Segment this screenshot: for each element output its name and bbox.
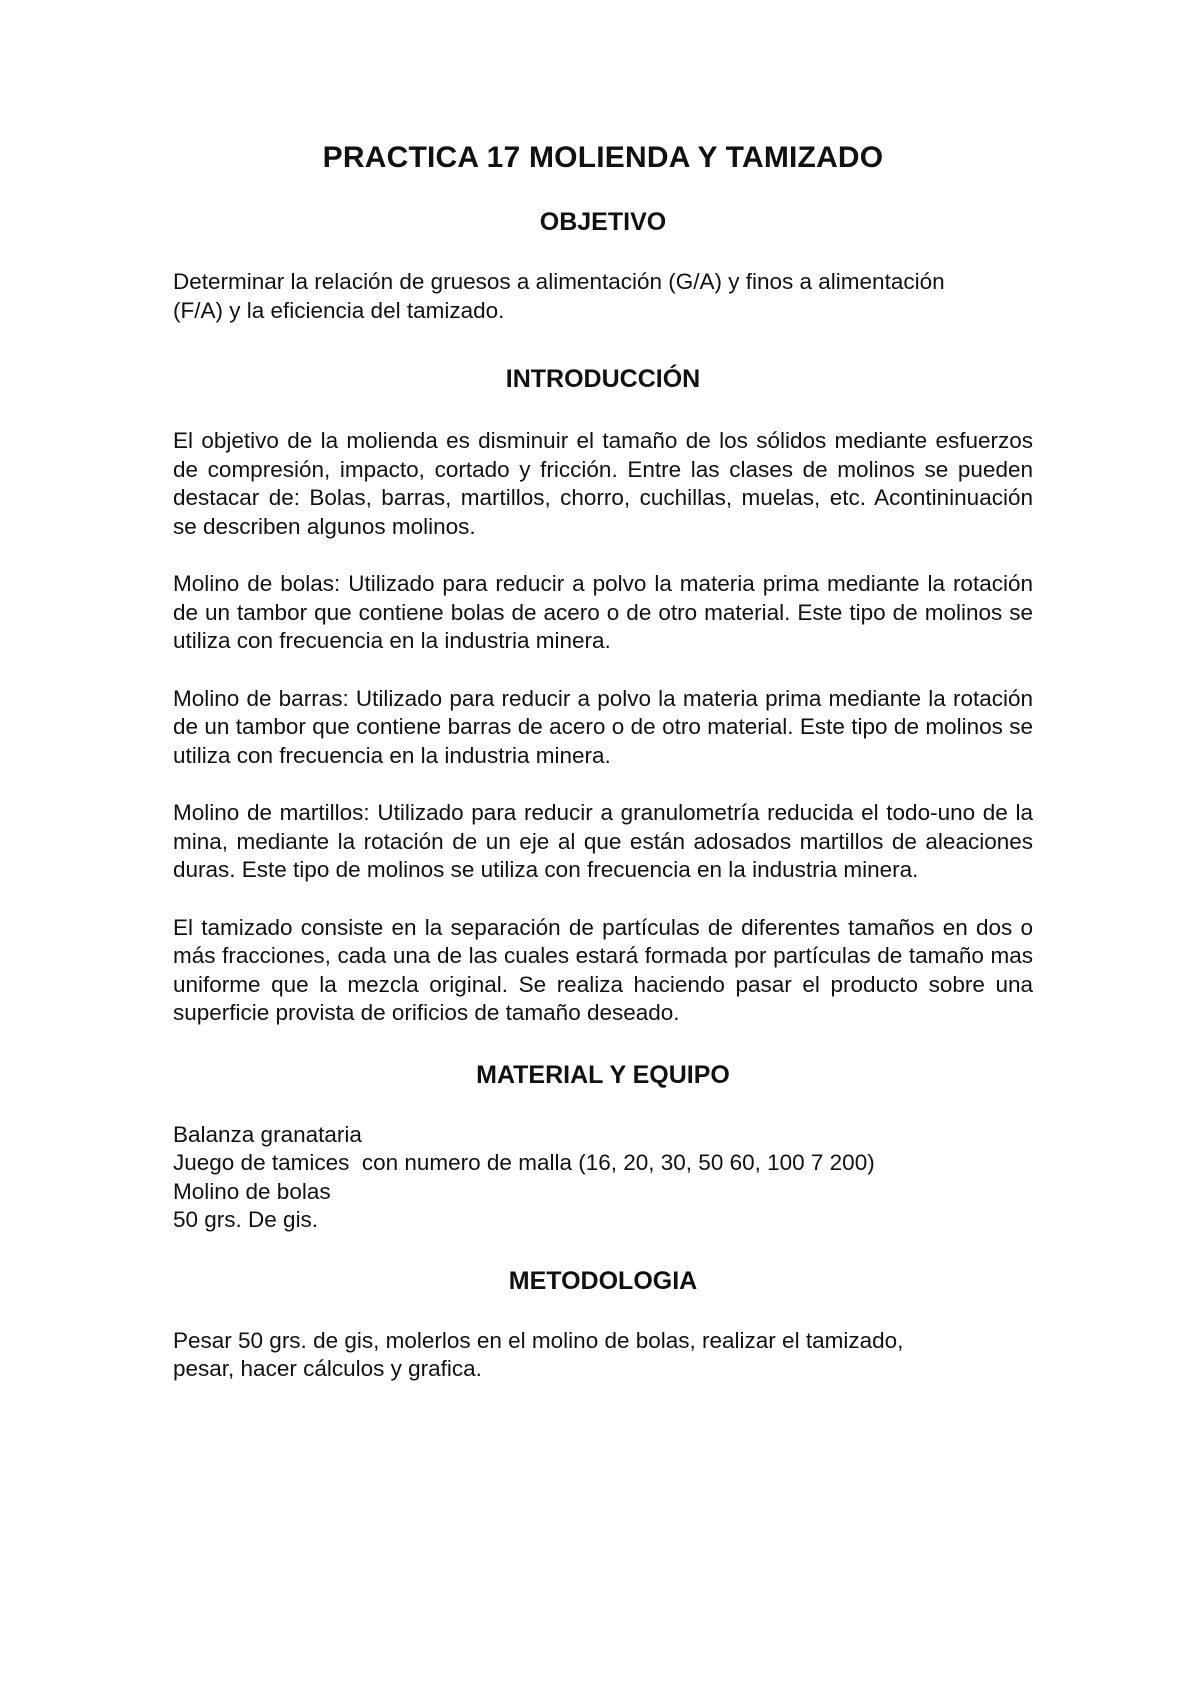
document-title: PRACTICA 17 MOLIENDA Y TAMIZADO: [322, 141, 884, 174]
metodologia-text: Pesar 50 grs. de gis, molerlos en el molino de bolas, realizar el tamizado, pesar, hacer cálculos y grafica.: [173, 1327, 904, 1381]
material-item-molino: Molino de bolas: [173, 1178, 331, 1204]
intro-paragraph-molino-martillos: Molino de martillos: Utilizado para reducir a granulometría reducida el todo-uno de la mina, mediante la rotación de un eje al que están adosados martillos de aleaciones duras. Este tipo de molinos se utiliza con frecuencia en la industria minera.: [173, 800, 1033, 882]
objetivo-text: Determinar la relación de gruesos a alimentación (G/A) y finos a alimentación (F/A) y la eficiencia del tamizado.: [173, 269, 945, 323]
material-list: [173, 1121, 1033, 1235]
material-item-tamices: Juego de tamices con numero de malla (16, 20, 30, 50 60, 100 7 200): [173, 1150, 875, 1175]
intro-paragraph-molino-barras: Molino de barras: Utilizado para reducir a polvo la materia prima mediante la rotación de un tambor que contiene barras de acero o de otro material. Este tipo de molinos se utiliza con frecuencia en la industria minera.: [173, 685, 1033, 768]
material-item-balanza: Balanza granataria: [173, 1121, 362, 1147]
heading-objetivo: OBJETIVO: [539, 208, 667, 236]
heading-introduccion: INTRODUCCIÓN: [505, 365, 701, 393]
intro-paragraph-molienda: El objetivo de la molienda es disminuir el tamaño de los sólidos mediante esfuerzos de compresión, impacto, cortado y fricción. Entre las clases de molinos se pueden destacar de: Bolas, barras, martillos, chorro, cuchillas, muelas, etc. Acontininuación se describen algunos molinos.: [173, 428, 1033, 539]
material-item-gis: 50 grs. De gis.: [173, 1207, 319, 1232]
intro-paragraph-tamizado: El tamizado consiste en la separación de partículas de diferentes tamaños en dos o más fracciones, cada una de las cuales estará formada por partículas de tamaño mas uniforme que la mezcla original. Se realiza haciendo pasar el producto sobre una superficie provista de orificios de tamaño deseado.: [173, 914, 1033, 1025]
intro-paragraph-molino-bolas: Molino de bolas: Utilizado para reducir a polvo la materia prima mediante la rotación de un tambor que contiene bolas de acero o de otro material. Este tipo de molinos se utiliza con frecuencia en la industria minera.: [173, 571, 1033, 653]
heading-metodologia: METODOLOGIA: [508, 1266, 698, 1295]
document-page: [173, 140, 1033, 1384]
heading-material-equipo: MATERIAL Y EQUIPO: [476, 1060, 730, 1089]
